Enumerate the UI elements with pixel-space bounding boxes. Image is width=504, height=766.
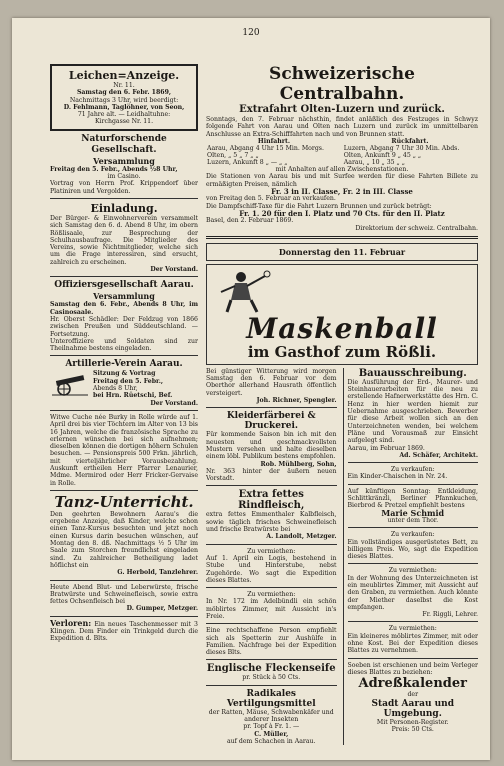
artillerie-sign: Der Vorstand. [150, 399, 198, 407]
naturforsch-place: im Casino. [107, 173, 141, 181]
timetable-cell: Luzern, Ankunft 8 „ — „ „ [207, 159, 288, 167]
newspaper-page [12, 18, 490, 760]
artillerie-title: Artillerie-Verein Aarau. [65, 359, 183, 370]
verk1-body: Ein Kinder-Chaischen in Nr. 24. [347, 473, 448, 481]
sbb-boatprice: Fr. 1. 20 für den I. Platz und 70 Cts. für den II. Platz [239, 208, 445, 218]
gumper-body: Heute Abend Blut- und Leberwürste, frische Bratwürste und Schweinefleisch, sowie extra fettes Ochsenfleisch bei [50, 583, 198, 606]
death-notice-time: Nachmittags 3 Uhr, wird beerdigt: [69, 96, 179, 104]
sbb-date: Basel, den 2. Februar 1869. [206, 217, 294, 225]
offizier-body: Hr. Oberst Schädler: Der Feldzug von 1866 zwischen Preußen und Süddeutschland. — Fortsetzung. [50, 315, 198, 338]
kleider-title: Kleiderfärberei & Druckerei. [226, 411, 316, 432]
naturforsch-lecture: Vortrag von Herrn Prof. Krippendorf über Platiniren und Vergolden. [50, 180, 198, 195]
verloren-label: Verloren: [50, 617, 92, 628]
verm3-sign: Fr. Riggli, Lehrer. [422, 611, 478, 619]
verk1-title: Zu verkaufen: [390, 466, 435, 474]
death-notice [50, 64, 198, 131]
verm1-body: Auf 1. April ein Logis, bestehend in Stube und Hinterstube, nebst Zugehörde. Wo sagt die Expedition dieses Blattes. [206, 554, 337, 584]
radikal-sign: C. Müller, [254, 730, 289, 738]
verm2-title: Zu vermiethen: [247, 591, 296, 599]
sbb-timetable [206, 145, 478, 166]
verk2-body: Ein vollständiges ausgerüstetes Bett, zu billigem Preis. Wo, sagt die Expedition dieses Blattes. [347, 538, 478, 561]
sbb-sign: Direktorium der schweiz. Centralbahn. [355, 224, 478, 232]
georgia-place: unter dem Thor. [387, 516, 439, 524]
rind-title: Extra fettes Rindfleisch, [238, 489, 305, 512]
radikal-addr: auf dem Schachen in Aarau. [226, 737, 316, 745]
verm3-body: In der Wohnung des Unterzeichneten ist ein meublirtes Zimmer, mit Aussicht auf den Graben, zu vermiethen. Auch könnte der Miether daselbst die Kost empfangen. [347, 574, 478, 611]
gumper-sign: D. Gumper, Metzger. [126, 605, 198, 613]
sbb-hinfahrt: Hinfahrt. [257, 137, 291, 145]
left-column [50, 64, 198, 750]
speiten-body: Eine rechtschaffene Person empfiehlt sich als Spetterin zur Aushülfe in Familien. Nachfrage bei der Expedition dieses Blts. [206, 627, 337, 657]
artillerie-line3: Abends 8 Uhr, [93, 385, 138, 393]
offizier-date: Samstag den 6. Febr., Abends 8 Uhr, im Casinosaale. [50, 301, 198, 316]
death-notice-title: Leichen=Anzeige. [68, 69, 180, 82]
engl-sub: pr. Stück à 50 Cts. [242, 674, 301, 682]
two-columns [206, 368, 478, 745]
einladung-body: Der Bürger- & Einwohnerverein versammelt sich Samstag den 6. d. Abend 8 Uhr, im obern Rößlisaale, zur Besprechung der Schulhausbaufrage. Die Mitglieder des Vereins, sowie Nichtmitglieder, welche sich um die Frage interessiren, sind ersucht, zahlreich zu erscheinen. [50, 214, 198, 266]
naturforsch-date: Freitag den 5. Febr., Abends ½8 Uhr, [50, 165, 178, 173]
sbb-price: Fr. 3 in II. Classe, Fr. 2 in III. Classe [271, 187, 413, 197]
timetable-cell: Aarau, Abgang 4 Uhr 15 Min. Morgs. [207, 145, 324, 153]
artillerie-line4: bei Hrn. Rüetschi, Bef. [93, 392, 173, 400]
verm2-body: In Nr. 172 im Adelbündli ein schön möblirtes Zimmer, mit Aussicht in's Freie. [206, 598, 337, 620]
verloren-body: Ein neues Taschenmesser mit 3 Klingen. Dem Finder ein Trinkgeld durch die Expedition d. Blts. [50, 620, 198, 643]
offizier-sub: Versammlung [93, 291, 155, 302]
ball-place: im Gasthof zum Rößli. [247, 342, 437, 361]
death-notice-name: D. Fehlmann, Taglöhner, von Seon, [63, 103, 185, 111]
kleider-sign: Rob. Mühlberg, Sohn, [260, 460, 337, 468]
offizier-title: Offiziersgesellschaft Aarau. [54, 280, 194, 291]
timetable-cell: Olten, Ankunft 9 „ 45 „ „ [343, 152, 422, 160]
bau-title: Bauausschreibung. [358, 367, 467, 379]
death-notice-number: Nr. 11. [113, 82, 135, 89]
verm4-body: Ein kleineres möblirtes Zimmer, mit oder ohne Kost. Bei der Expedition dieses Blattes zu vernehmen. [347, 632, 478, 655]
artillerie-line1: Sitzung & Vortrag [93, 370, 156, 378]
cuche-body: Witwe Cuche née Burky in Rolle würde auf 1. April drei bis vier Töchtern im Alter von 13 bis 16 Jahren, welche die französische Sprache zu erlernen wünschen bei sich aufnehmen; dieselben können die dortigen höhern Schulen besuchen. — Pensionspreis 500 Frkn. jährlich, mit vierteljährlicher Vorausbezahlung. Auskunft ertheilen Herr Pfarrer Lenaurier, Mdme. Mermirod oder Herr Fricker-Gervaise in Rolle. [50, 413, 198, 487]
verm4-title: Zu vermiethen: [388, 625, 437, 633]
ball-title: Maskenball [246, 311, 438, 345]
naturforsch-sub: Versammlung [93, 155, 155, 166]
offizier-note: Unteroffiziere und Soldaten sind zur Theilnahme bestens eingeladen. [50, 337, 198, 353]
richner-body: Bei günstiger Witterung wird morgen Samstag den 6. Februar vor dem Oberthor allerhand Hausrath öffentlich versteigert. [206, 367, 337, 397]
verm3-title: Zu vermiethen: [388, 567, 437, 575]
tanz-body: Den geehrten Bewohnern Aarau's die ergebene Anzeige, daß Kinder, welche schon einen Tanz-Kursus besuchten und jetzt noch einen Kursus darin besuchen wünschen, auf Montag den 8. dß. Nachmittags ½ 5 Uhr im Saale zum Storchen freundlichst eingeladen sind. Zu zahlreicher Betheiligung ladet höflichst ein [50, 510, 198, 569]
richner-sign: Joh. Richner, Spengler. [256, 397, 337, 405]
death-notice-place: Kirchgasse Nr. 11. [94, 118, 154, 126]
radikal-price: pr. Topf à Fr. 1. — [243, 723, 300, 731]
verk2-title: Zu verkaufen: [390, 531, 435, 539]
tanz-title: Tanz-Unterricht. [54, 492, 194, 511]
bau-body: Die Ausführung der Erd-, Maurer- und Steinhauerarbeiten für die neu zu erstellende Hafnerwerkstätte des Hrn. C. Henz in hier werden hiemit zur Uebernahme ausgeschrieben. Bewerber für diese Arbeit wollen sich an den Unterzeichneten wenden, bei welchem Pläne und Vorausmaß zur Einsicht aufgelegt sind. [347, 378, 478, 445]
sbb-boat: Die Dampfschiff-Taxe für die Fahrt Luzern Brunnen und zurück beträgt: [206, 202, 432, 210]
sbb-body: Die Stationen von Aarau bis und mit Surfee werden für diese Fahrten Billete zu ermäßigten Preisen, nämlich [206, 173, 478, 188]
kleider-addr: Nr. 363 hinter der äußern neuen Vorstadt. [206, 467, 337, 483]
timetable-cell: Olten, „ 5 „ 7 „ „ [207, 152, 259, 160]
adress-title2: Stadt Aarau und Umgebung. [371, 698, 455, 719]
sbb-sale: von Freitag den 5. Februar an verkaufen. [206, 195, 336, 203]
artillerie-line2: Freitag den 5. Febr., [93, 377, 164, 385]
radikal-body: der Ratten, Mäuse, Schwabenkäfer und anderer Insekten [208, 708, 334, 724]
cannon-icon [50, 370, 90, 396]
maskenball-ad [206, 264, 478, 365]
right-column [206, 64, 478, 750]
death-notice-date: Samstag den 6. Febr. 1869, [76, 89, 172, 97]
rind-body: extra fettes Emmenthaler Kalbfleisch, sowie täglich frisches Schweinefleisch und frische Bratwürste bei [206, 511, 337, 534]
georgia-sign: Marie Schmid [381, 507, 445, 518]
rind-sign: A. Landolt, Metzger. [266, 533, 337, 541]
sbb-rueckfahrt: Rückfahrt. [391, 137, 429, 145]
artillerie-block [50, 370, 198, 399]
georgia-body: Auf künftigen Sonntag: Entkleidung, Schlittkränzli, Berliner Pfannkuchen, Bierbrod & Pretzel empfiehlt bestens [347, 487, 478, 510]
kleider-body: Für kommende Saison bin ich mit den neuesten und geschmackvollsten Mustern versehen und halte dieselben einem löbl. Publikum bestens empfohlen. [206, 431, 337, 461]
timetable-cell: Aarau, „ 10 „ 35 „ „ [343, 159, 405, 167]
adress-note: Mit Personen-Register. [376, 718, 449, 726]
adress-price: Preis: 50 Cts. [391, 725, 434, 733]
bau-date: Aarau, im Februar 1869. [347, 444, 425, 452]
right-sub-right [343, 368, 479, 745]
lower-left [206, 243, 478, 261]
death-notice-age: 71 Jahre alt. — Leidhaltuhne: [77, 111, 171, 119]
einladung-sign: Der Vorstand. [150, 266, 198, 274]
adress-sub: der [407, 691, 419, 699]
tanz-sign: G. Herbold, Tanzlehrer. [117, 569, 198, 577]
bau-sign: Ad. Schäfer, Architekt. [399, 451, 478, 459]
sbb-timetable-head [206, 138, 478, 145]
harlequin-icon [211, 268, 283, 314]
page-number: 120 [242, 28, 260, 38]
radikal-title: Radikales Vertilgungsmittel [226, 688, 316, 709]
ball-date: Donnerstag den 11. Februar [278, 246, 406, 257]
sbb-intro: Sonntags, den 7. Februar nächsthin, findet anläßlich des Festzuges in Schwyz folgende Fahrt von Aarau und Olten nach Luzern und zurück im unmittelbaren Anschlusse an Extra-Schifffahrten nach und von Brunnen statt. [206, 116, 478, 138]
sbb-title: Schweizerische Centralbahn. [269, 64, 415, 104]
einladung-title: Einladung. [90, 201, 158, 215]
lower-split [206, 243, 478, 261]
engl-title: Englische Fleckenseife [206, 663, 336, 675]
verm1-title: Zu vermiethen: [247, 547, 296, 555]
sbb-halt: mit Anhalten auf allen Zwischenstationen. [275, 166, 409, 174]
adress-title: Adreßkalender [358, 676, 467, 692]
sbb-sub: Extrafahrt Olten-Luzern und zurück. [239, 104, 445, 115]
ball-box [206, 243, 478, 261]
timetable-cell: Luzern, Abgang 7 Uhr 30 Min. Abds. [343, 145, 460, 153]
naturforsch-title: Naturforschende Gesellschaft. [81, 133, 167, 155]
right-sub-left [206, 368, 337, 745]
adress-intro: Soeben ist erschienen und beim Verleger dieses Blattes zu beziehen: [347, 661, 478, 676]
